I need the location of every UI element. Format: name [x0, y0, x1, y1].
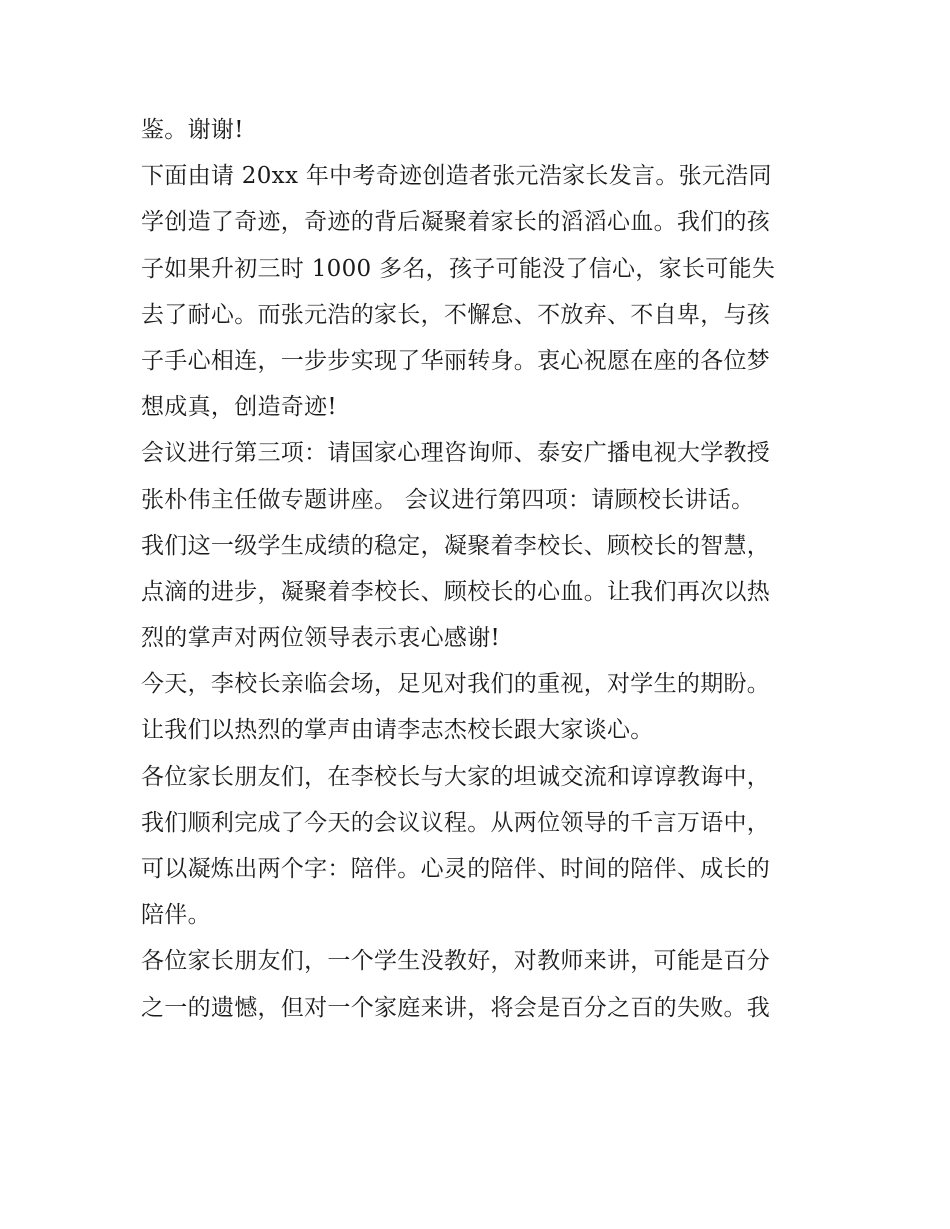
paragraph-companionship: [141, 754, 817, 939]
text-line: 我们这一级学生成绩的稳定，凝聚着李校长、顾校长的智慧，: [141, 532, 771, 559]
document-body: [141, 107, 817, 1031]
text-line: 烈的掌声对两位领导表示衷心感谢!: [141, 625, 501, 652]
paragraph-agenda-items: [141, 430, 817, 661]
text-line: 让我们以热烈的掌声由请李志杰校长跟大家谈心。: [141, 717, 654, 744]
text-line: 陪伴。: [141, 902, 211, 929]
text-line: 各位家长朋友们，在李校长与大家的坦诚交流和谆谆教诲中，: [141, 763, 771, 790]
text-line: 今天，李校长亲临会场，足见对我们的重视，对学生的期盼。: [141, 671, 771, 698]
text-line: 各位家长朋友们，一个学生没教好，对教师来讲，可能是百分: [141, 948, 771, 975]
text-line: 张朴伟主任做专题讲座。 会议进行第四项：请顾校长讲话。: [141, 486, 755, 513]
paragraph-family-importance: [141, 938, 817, 1030]
text-line: 可以凝炼出两个字：陪伴。心灵的陪伴、时间的陪伴、成长的: [141, 856, 771, 882]
text-line: 子手心相连，一步步实现了华丽转身。衷心祝愿在座的各位梦: [141, 347, 771, 374]
text-line: 之一的遗憾，但对一个家庭来讲，将会是百分之百的失败。我: [141, 994, 771, 1021]
text-line: 鉴。谢谢!: [141, 117, 244, 143]
text-line: 下面由请 20xx 年中考奇迹创造者张元浩家长发言。张元浩同: [141, 163, 772, 190]
text-line: 学创造了奇迹，奇迹的背后凝聚着家长的滔滔心血。我们的孩: [141, 209, 771, 236]
text-line: 我们顺利完成了今天的会议议程。从两位领导的千言万语中，: [141, 809, 771, 836]
paragraph-principal-intro: [141, 661, 817, 753]
text-line: 点滴的进步，凝聚着李校长、顾校长的心血。让我们再次以热: [141, 578, 771, 605]
text-line: 会议进行第三项：请国家心理咨询师、泰安广播电视大学教授: [141, 440, 771, 467]
paragraph-parent-speech: [141, 153, 817, 430]
paragraph-closing-thanks: [141, 107, 817, 153]
text-line: 子如果升初三时 1000 多名，孩子可能没了信心，家长可能失: [141, 255, 776, 282]
text-line: 想成真，创造奇迹!: [141, 394, 337, 421]
text-line: 去了耐心。而张元浩的家长，不懈怠、不放弃、不自卑，与孩: [141, 301, 771, 328]
